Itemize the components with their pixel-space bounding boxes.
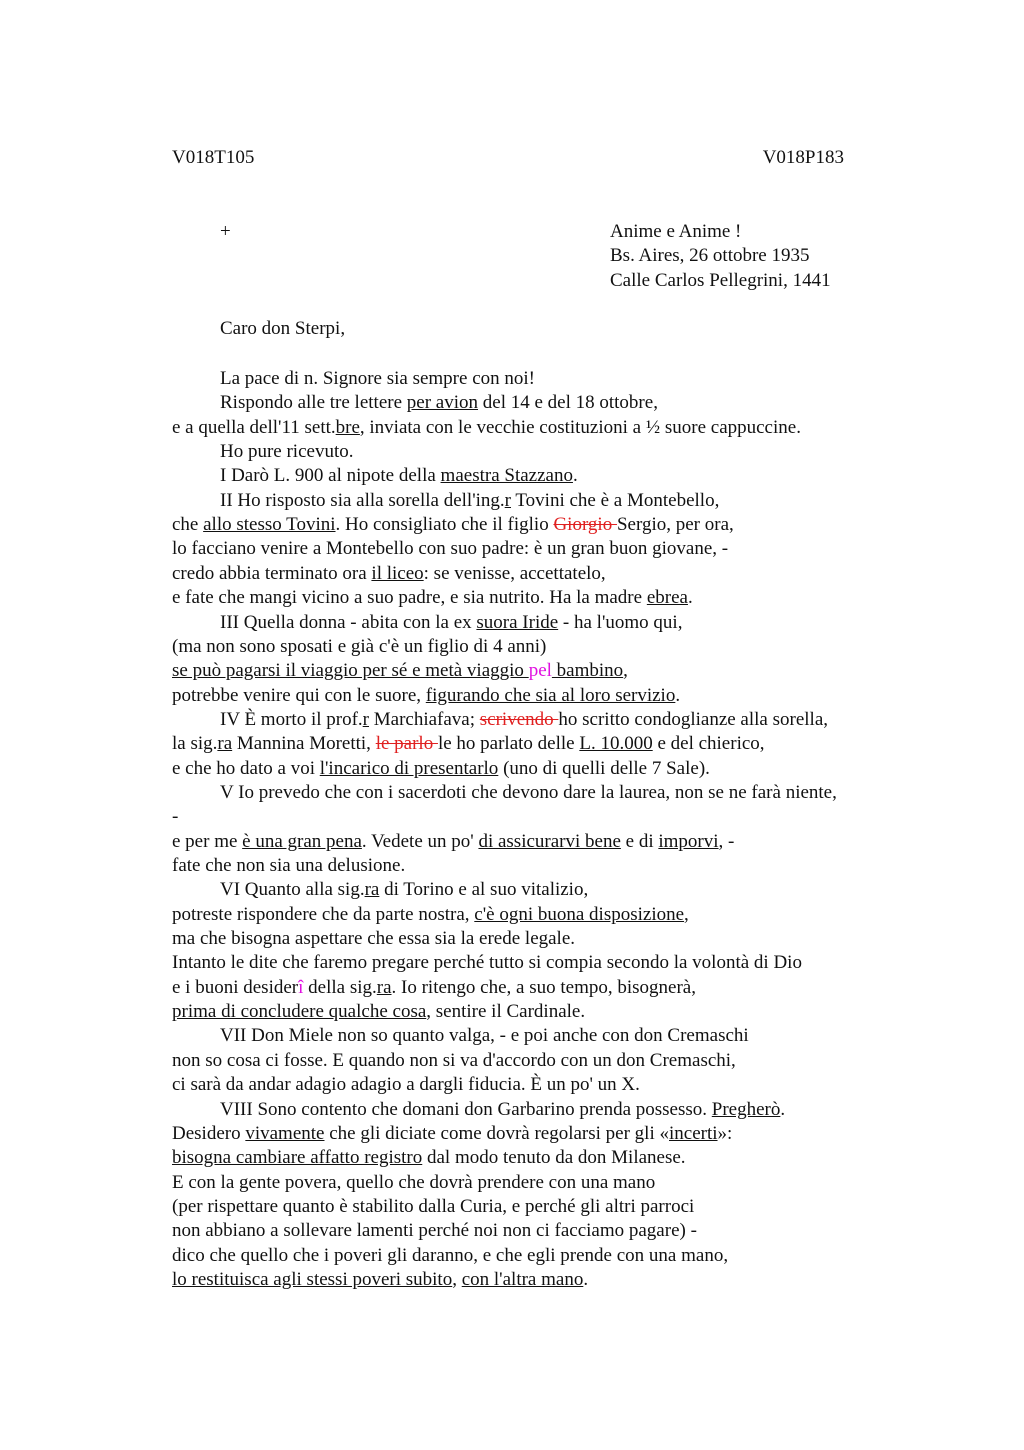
line-text: ra: [217, 733, 233, 755]
letter-line: [220, 464, 578, 488]
line-text: r: [362, 708, 369, 730]
line-text: -: [172, 806, 179, 828]
line-text: .: [572, 465, 578, 487]
letter-line: [220, 878, 588, 902]
line-text: r: [504, 489, 511, 511]
line-text: vivamente: [245, 1122, 325, 1144]
line-text: se può pagarsi il viaggio per sé e metà viaggio: [172, 660, 529, 682]
sender-address: Calle Carlos Pellegrini, 1441: [610, 270, 831, 291]
line-text: Desidero: [172, 1122, 246, 1144]
line-text: - ha l'uomo qui,: [558, 611, 683, 633]
letter-line: [172, 684, 680, 708]
line-text: VIII Sono contento che domani don Garbarino prenda possesso.: [220, 1098, 712, 1120]
line-text: figurando che sia al loro servizio: [425, 684, 676, 706]
line-text: imporvi: [658, 830, 719, 852]
letter-line: [220, 708, 828, 732]
line-text: di Torino e al suo vitalizio,: [379, 879, 589, 901]
line-text: »:: [717, 1122, 733, 1144]
line-text: (ma non sono sposati e già c'è un figlio di 4 anni): [172, 635, 547, 657]
line-text: I Darò L. 900 al nipote della: [220, 465, 441, 487]
line-text: VII Don Miele non so quanto valga, - e poi anche con don Cremaschi: [220, 1025, 749, 1047]
line-text: e fate che mangi vicino a suo padre, e sia nutrito. Ha la madre: [172, 587, 647, 609]
line-text: .: [780, 1098, 786, 1120]
line-text: II Ho risposto sia alla sorella dell'ing.: [220, 489, 505, 511]
line-text: VI Quanto alla sig.: [220, 879, 365, 901]
deleted-text: Giorgio: [553, 514, 617, 536]
deleted-text: scrivendo: [479, 708, 559, 730]
line-text: incerti: [669, 1122, 718, 1144]
letter-line: [172, 1244, 728, 1268]
line-text: ebrea: [646, 587, 688, 609]
line-text: è una gran pena: [242, 830, 362, 852]
line-text: le ho parlato delle: [437, 733, 580, 755]
line-text: dal modo tenuto da don Milanese.: [422, 1147, 686, 1169]
line-text: credo abbia terminato ora: [172, 562, 372, 584]
line-text: c'è ogni buona disposizione: [474, 903, 685, 925]
line-text: Marchiafava;: [369, 708, 480, 730]
line-text: V Io prevedo che con i sacerdoti che devono dare la laurea, non se ne farà niente,: [220, 781, 837, 803]
line-text: . Io ritengo che, a suo tempo, bisognerà,: [391, 976, 696, 998]
letter-line: [172, 805, 178, 829]
deleted-text: le parlo: [375, 733, 438, 755]
letter-line: [220, 1024, 749, 1048]
letter-line: [172, 757, 710, 781]
line-text: , sentire il Cardinale.: [426, 1001, 586, 1023]
line-text: della sig.: [303, 976, 377, 998]
letter-line: [220, 367, 535, 391]
letter-line: [172, 513, 734, 537]
letter-line: [172, 951, 802, 975]
document-code-right: V018P183: [762, 147, 844, 168]
line-text: ci sarà da andar adagio adagio a dargli fiducia. È un po' un X.: [172, 1074, 640, 1096]
letter-line: [220, 781, 837, 805]
letter-line: [172, 927, 575, 951]
letter-line: [172, 1146, 686, 1170]
letter-line: [172, 1000, 585, 1024]
line-text: .: [687, 587, 693, 609]
line-text: il liceo: [371, 562, 424, 584]
line-text: e di: [620, 830, 659, 852]
cross-symbol: +: [220, 221, 231, 242]
line-text: l'incarico di presentarlo: [319, 757, 499, 779]
letter-line: [220, 440, 353, 464]
letter-line: [172, 732, 765, 756]
highlighted-text: î: [298, 976, 304, 998]
line-text: ra: [376, 976, 392, 998]
letter-line: [172, 854, 405, 878]
letter-line: [172, 976, 696, 1000]
line-text: ma che bisogna aspettare che essa sia la erede legale.: [172, 928, 576, 950]
letter-line: [172, 1171, 655, 1195]
line-text: e del chierico,: [652, 733, 765, 755]
line-text: potreste rispondere che da parte nostra,: [172, 903, 475, 925]
line-text: la sig.: [172, 733, 218, 755]
line-text: III Quella donna - abita con la ex: [220, 611, 477, 633]
line-text: lo restituisca agli stessi poveri subito: [172, 1268, 453, 1290]
line-text: bisogna cambiare affatto registro: [172, 1147, 423, 1169]
line-text: del 14 e del 18 ottobre,: [478, 392, 658, 414]
line-text: L. 10.000: [579, 733, 653, 755]
line-text: maestra Stazzano: [440, 465, 573, 487]
line-text: con l'altra mano: [461, 1268, 584, 1290]
letter-line: [172, 416, 801, 440]
line-text: e per me: [172, 830, 243, 852]
letter-line: [220, 391, 658, 415]
line-text: per avion: [406, 392, 479, 414]
line-text: Rispondo alle tre lettere: [220, 392, 407, 414]
line-text: E con la gente povera, quello che dovrà prendere con una mano: [172, 1171, 656, 1193]
line-text: di assicurarvi bene: [478, 830, 621, 852]
line-text: La pace di n. Signore sia sempre con noi!: [220, 368, 535, 389]
letter-line: [172, 537, 728, 561]
letter-line: [172, 635, 546, 659]
salutation: Caro don Sterpi,: [220, 318, 346, 339]
line-text: allo stesso Tovini: [203, 514, 336, 536]
line-text: , -: [718, 830, 735, 852]
letter-line: [172, 1219, 697, 1243]
letter-line: [220, 489, 719, 513]
line-text: Intanto le dite che faremo pregare perché tutto si compia secondo la volontà di Dio: [172, 952, 802, 974]
line-text: e a quella dell'11 sett.: [172, 416, 336, 438]
letter-line: [172, 562, 606, 586]
letter-line: [172, 903, 689, 927]
line-text: IV È morto il prof.: [220, 708, 363, 730]
letter-line: [172, 1268, 588, 1292]
line-text: lo facciano venire a Montebello con suo padre: è un gran buon giovane, -: [172, 538, 729, 560]
letter-line: [172, 1049, 736, 1073]
letter-line: [172, 830, 734, 854]
line-text: .: [583, 1268, 589, 1290]
line-text: suora Iride: [476, 611, 559, 633]
letter-line: [172, 586, 693, 610]
place-date: Bs. Aires, 26 ottobre 1935: [610, 245, 810, 266]
line-text: ra: [364, 879, 380, 901]
line-text: Ho pure ricevuto.: [220, 441, 354, 463]
document-code-left: V018T105: [172, 147, 255, 168]
letter-line: [172, 1122, 732, 1146]
line-text: ,: [684, 903, 689, 925]
line-text: . Vedete un po': [361, 830, 479, 852]
letter-line: [172, 659, 628, 683]
line-text: Tovini che è a Montebello,: [511, 489, 720, 511]
line-text: ,: [452, 1268, 462, 1290]
line-text: fate che non sia una delusione.: [172, 855, 406, 876]
line-text: che gli diciate come dovrà regolarsi per gli «: [324, 1122, 669, 1144]
line-text: (per rispettare quanto è stabilito dalla Curia, e perché gli altri parroci: [172, 1195, 695, 1217]
line-text: non so cosa ci fosse. E quando non si va d'accordo con un don Cremaschi,: [172, 1049, 736, 1071]
line-text: : se venisse, accettatelo,: [423, 562, 606, 584]
letter-line: [172, 1073, 640, 1097]
line-text: prima di concludere qualche cosa: [172, 1001, 427, 1023]
line-text: , inviata con le vecchie costituzioni a ½ suore cappuccine.: [359, 416, 801, 438]
line-text: potrebbe venire qui con le suore,: [172, 684, 426, 706]
line-text: ,: [623, 660, 628, 682]
letter-line: [220, 1098, 785, 1122]
line-text: Sergio, per ora,: [616, 514, 734, 536]
line-text: .: [675, 684, 681, 706]
line-text: (uno di quelli delle 7 Sale).: [498, 757, 710, 779]
line-text: Pregherò: [711, 1098, 781, 1120]
line-text: ho scritto condoglianze alla sorella,: [558, 708, 829, 730]
line-text: . Ho consigliato che il figlio: [335, 514, 554, 536]
line-text: bambino: [551, 660, 624, 682]
line-text: e che ho dato a voi: [172, 757, 320, 779]
line-text: dico che quello che i poveri gli daranno, e che egli prende con una mano,: [172, 1244, 729, 1266]
highlighted-text: pel: [528, 660, 552, 682]
line-text: Mannina Moretti,: [232, 733, 376, 755]
line-text: e i buoni desider: [172, 976, 299, 998]
letter-line: [220, 611, 682, 635]
line-text: che: [172, 514, 204, 536]
line-text: bre: [335, 416, 360, 438]
motto: Anime e Anime !: [610, 221, 742, 242]
letter-line: [172, 1195, 694, 1219]
line-text: non abbiano a sollevare lamenti perché noi non ci facciamo pagare) -: [172, 1220, 697, 1242]
